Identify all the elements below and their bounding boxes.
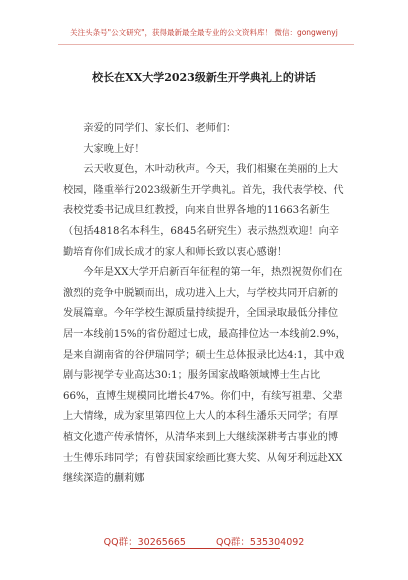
greeting: 大家晚上好！ — [83, 143, 145, 155]
footer-qq-group-1: QQ群：30265665 — [103, 537, 186, 548]
salutation: 亲爱的同学们、家长们、老师们： — [83, 123, 237, 134]
header-divider — [58, 44, 354, 45]
footer-divider — [130, 548, 280, 549]
paragraph: 今年是XX大学开启新百年征程的第一年，热烈祝贺你们在激烈的竞争中脱颖而出，成功进入上大，与学校共同开启新的发展篇章。今年学校生源质量持续提升，全国录取最低分排位居一本线前15%的省份超过七成，最高排位达一本线前2.9%，是来自湖南省的谷伊瑞同学；硕士生总体报录比达4:1，其中戏剧与影视学专业高达30:1；服务国家战略领域博士生占比66%，直博生规模同比增长47%。你们中，有续写祖辈、父辈上大情缘，成为家里第四位上大人的本科生潘乐天同学；有厚植文化遗产传承情怀，从清华来到上大继续深耕考古事业的博士生傅乐玮同学；有曾获国家绘画比赛大奖、从匈牙利远赴XX继续深造的蒯莉娜 — [63, 267, 346, 485]
footer-contacts — [0, 534, 408, 548]
header-banner: 关注头条号"公文研究"，获得最新最全最专业的公文资料库！ 微信：gongwenyj — [70, 28, 338, 37]
document-title: 校长在XX大学2023级新生开学典礼上的讲话 — [92, 71, 316, 84]
document-body — [63, 119, 347, 490]
paragraph: 云天收夏色，木叶动秋声。今天，我们相聚在美丽的上大校园，隆重举行2023级新生开学典礼。首先，我代表学校、代表校党委书记成旦红教授，向来自世界各地的11663名新生（包括4818名本科生，6845名研究生）表示热烈欢迎！向辛勤培育你们成长成才的家人和师长致以衷心感谢！ — [63, 164, 344, 258]
footer-qq-group-2: QQ群：535304092 — [215, 537, 305, 548]
